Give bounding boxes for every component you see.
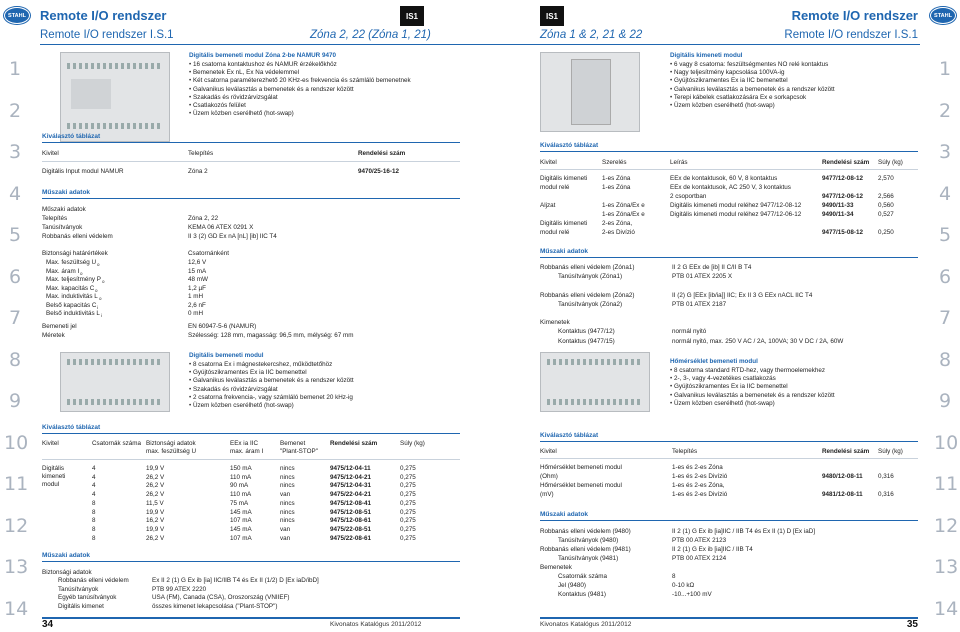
side-number: 4	[8, 182, 22, 205]
side-number: 11	[4, 473, 29, 495]
rsel1-gline	[540, 169, 918, 170]
rtech2-rule	[540, 520, 918, 521]
rtech1-label: Kontaktus (9477/15)	[558, 337, 615, 345]
sel2-cell: 26,2 V	[146, 473, 165, 481]
side-number: 12	[4, 514, 29, 537]
sel2-cell: 9475/12-08-41	[330, 499, 371, 507]
is1-logo-left: IS1	[400, 6, 424, 26]
sel2-header: Rendelési szám	[330, 440, 378, 447]
rsel1-cell: 2,566	[878, 193, 894, 200]
sel2-kivitel: Digitális	[42, 465, 65, 472]
tech-value: Zóna 2, 22	[188, 215, 219, 222]
sel2-cell: nincs	[280, 473, 295, 481]
sel1-h-kivitel: Kivitel	[42, 150, 59, 157]
limit-label: Max. feszültség U	[46, 259, 97, 266]
sel2-cell: 8	[92, 508, 96, 516]
rsel1-cell: Digitális kimeneti	[540, 175, 588, 182]
sel2-cell: nincs	[280, 465, 295, 472]
is1-logo-right: IS1	[540, 6, 564, 26]
bullet-item: • Szakadás és rövidzárvizsgálat	[189, 386, 354, 394]
sel2-cell: 8	[92, 534, 96, 542]
limit-label: Belső kapacitás C	[46, 301, 97, 309]
rtech1-label: Tanúsítványok (Zóna2)	[558, 300, 623, 308]
bullet-item: • Galvanikus leválasztás a bemenetek és a rendszer között	[189, 86, 411, 94]
rtech2-title: Műszaki adatok	[540, 511, 589, 518]
rtech2-label: Tanúsítványok (9480)	[558, 537, 619, 544]
rsel1-cell: 9477/12-08-12	[822, 175, 863, 182]
rsel2-cell: 9481/12-08-11	[822, 491, 863, 498]
sel2-cell: 110 mA	[230, 473, 252, 481]
rsel2-header: Súly (kg)	[878, 448, 903, 455]
rtech1-value: normál nyitó, max. 250 V AC / 2A, 100VA; 30 V DC / 2A, 60W	[672, 337, 844, 345]
sel2-cell: nincs	[280, 482, 295, 490]
sel2-cell: 8	[92, 499, 96, 507]
rtech2-value: 8	[672, 573, 676, 580]
side-number: 12	[934, 514, 959, 537]
limit-sub: o	[102, 279, 105, 284]
tech1-rule	[42, 198, 460, 199]
limit-sub: i	[101, 313, 102, 318]
limit-sub: o	[97, 262, 100, 267]
rtech2-value: PTB 00 ATEX 2124	[672, 555, 727, 562]
rsel1-cell: EEx de kontaktusok, AC 250 V, 3 kontaktus	[670, 184, 791, 191]
bullet-item: • Üzem közben cserélhető (hot-swap)	[189, 402, 354, 410]
digital-output-module-image	[60, 352, 170, 412]
tech2-title: Műszaki adatok	[42, 552, 91, 559]
tech2-value: Ex II 2 (1) G Ex ib [ia] IIC/IIB T4 és Ex II (1/2) D [Ex iaD/ibD]	[152, 577, 319, 585]
sel2-cell: 110 mA	[230, 491, 252, 499]
sel2-kivitel: modul	[42, 481, 60, 488]
bullet-item: • 2-, 3-, vagy 4-vezetékes csatlakozás	[670, 375, 835, 383]
sel2-cell: 0,275	[400, 534, 416, 542]
header-subtitle-right: Remote I/O rendszer I.S.1	[784, 29, 918, 41]
header-title-left: Remote I/O rendszer	[40, 8, 167, 23]
tech-label: Műszaki adatok	[42, 206, 86, 213]
rsel2-header: Kivitel	[540, 448, 557, 455]
sel2-cell: 19,9 V	[146, 525, 165, 533]
bullet-item: • Gyújtószikramentes Ex ia IIC bemenettel	[670, 77, 835, 85]
namur-title: Digitális bemeneti modul Zóna 2-be NAMUR 9470	[189, 52, 336, 59]
sel1-h-rendeles: Rendelési szám	[358, 150, 406, 157]
limit-value: 2,6 nF	[188, 301, 206, 309]
sel2-cell: 9475/12-08-51	[330, 508, 371, 516]
rsel2-cell: 0,316	[878, 491, 894, 498]
rsel2-cell: 9480/12-08-11	[822, 473, 863, 480]
bullet-item: • 16 csatorna kontaktushoz és NAMUR érzékelőkhöz	[189, 61, 411, 69]
sel2-cell: 9475/12-04-31	[330, 482, 371, 490]
rsel2-cell: 1-es és 2-es Zóna	[672, 464, 723, 471]
sel2-cell: 75 mA	[230, 499, 249, 507]
footer-rule-right	[540, 617, 918, 619]
rtech2-value: -10...+100 mV	[672, 591, 712, 598]
rsel2-cell: (mV)	[540, 491, 554, 498]
rtech1-label: Robbanás elleni védelem (Zóna1)	[540, 264, 635, 271]
relay-module-image	[540, 52, 640, 132]
sel2-header2: max. feszültség U	[146, 448, 197, 455]
side-number: 3	[8, 141, 22, 163]
rsel2-cell: (Ohm)	[540, 473, 558, 480]
dig-bullets	[189, 361, 354, 410]
sel2-cell: 107 mA	[230, 534, 252, 542]
bullet-item: • Üzem közben cserélhető (hot-swap)	[670, 102, 835, 110]
tech2-value: USA (FM), Canada (CSA), Oroszország (VNIIEF)	[152, 594, 290, 602]
side-number: 10	[934, 431, 959, 454]
rtech1-value: PTB 01 ATEX 2187	[672, 300, 727, 308]
out-bullets	[670, 61, 835, 110]
limit-value: 48 mW	[188, 276, 208, 283]
sel2-cell: 0,275	[400, 491, 416, 499]
bullet-item: • Szakadás és rövidzárvizsgálat	[189, 94, 411, 102]
tech-label: Robbanás elleni védelem	[42, 233, 113, 240]
side-number: 14	[4, 597, 29, 620]
rtech1-rule	[540, 257, 918, 258]
rtech1-value: PTB 01 ATEX 2205 X	[672, 273, 733, 281]
rtech1-label: Kimenetek	[540, 319, 570, 327]
rsel1-cell: 0,560	[878, 202, 894, 209]
stahl-logo: STAHL	[4, 7, 30, 24]
limit-label: Max. áram I	[46, 267, 80, 275]
signal-value: EN 60947-5-6 (NAMUR)	[188, 323, 257, 330]
sel2-cell: 9475/12-08-61	[330, 517, 371, 525]
tech2-label: Digitális kimenet	[58, 602, 104, 610]
side-number: 4	[938, 182, 952, 205]
bullet-item: • 8 csatorna standard RTD-hez, vagy thermoelemekhez	[670, 367, 835, 375]
sel2-cell: 0,275	[400, 508, 416, 516]
rtech1-value: normál nyitó	[672, 328, 707, 336]
sel2-cell: 145 mA	[230, 508, 252, 516]
rsel1-cell: modul relé	[540, 229, 570, 236]
sel2-cell: van	[280, 491, 291, 499]
sel2-header: Súly (kg)	[400, 440, 425, 447]
tech2-label: Tanúsítványok	[58, 585, 99, 593]
tech2-label: Biztonsági adatok	[42, 569, 92, 576]
bullet-item: • 2 csatorna frekvencia-, vagy számláló bemenet 20 kHz-ig	[189, 394, 354, 402]
side-number: 3	[938, 141, 952, 163]
tech2-rule	[42, 561, 460, 562]
rsel1-cell: 1-es Zóna/Ex e	[602, 202, 645, 209]
side-number: 14	[934, 597, 959, 620]
limit-label: Belső induktivitás L	[46, 310, 100, 317]
rtech2-value: 0-10 kΩ	[672, 582, 695, 589]
rtech2-label: Jel (9480)	[558, 582, 587, 589]
limit-label: Max. kapacitás C	[46, 284, 95, 292]
sel2-cell: 4	[92, 482, 96, 490]
tech2-label: Robbanás elleni védelem	[58, 577, 129, 585]
side-number: 2	[938, 99, 952, 122]
sel2-cell: nincs	[280, 517, 295, 525]
tech-value: II 3 (2) GD Ex nA [nL] [ib] IIC T4	[188, 233, 277, 240]
side-number: 1	[8, 58, 22, 80]
side-number: 7	[938, 307, 952, 329]
rsel1-cell: Digitális kimeneti modul reléhez 9477/12-08-12	[670, 202, 802, 209]
rsel1-cell: 0,250	[878, 229, 894, 236]
temp-title: Hőmérséklet bemeneti modul	[670, 358, 758, 365]
side-number: 5	[938, 224, 952, 246]
rsel1-header: Szerelés	[602, 159, 627, 166]
rtech1-value: II 2 G EEx de [ib] II C/II B T4	[672, 264, 752, 271]
limit-label: Max. induktivitás L	[46, 293, 98, 300]
limits-title-val: Csatornánként	[188, 250, 229, 257]
rtech2-label: Tanúsítványok (9481)	[558, 555, 619, 562]
sel2-cell: 4	[92, 473, 96, 481]
side-number: 13	[934, 556, 959, 578]
dims-value: Szélesség: 128 mm, magasság: 96,5 mm, mélység: 67 mm	[188, 332, 354, 339]
namur-bullets	[189, 61, 411, 118]
sel2-cell: 9475/22-08-51	[330, 525, 371, 533]
rtech1-value: II (2) G [EEx [ib/ia]] IIC; Ex II 3 G EEx nACL IIC T4	[672, 291, 813, 299]
side-number: 11	[934, 473, 959, 495]
rtech1-label: Tanúsítványok (Zóna1)	[558, 273, 623, 281]
rsel1-cell: 1-es Zóna/Ex e	[602, 211, 645, 218]
rsel2-cell: 1-es és 2-es Zóna,	[672, 482, 725, 489]
sel2-header: Bemenet	[280, 440, 306, 447]
page-number-left: 34	[42, 619, 54, 630]
dims-label: Méretek	[42, 332, 65, 339]
rsel2-cell: 1-es és 2-es Divízió	[672, 491, 728, 498]
rsel1-cell: 1-es Zóna	[602, 184, 631, 191]
rsel1-rule	[540, 151, 918, 152]
rsel2-cell: 0,316	[878, 473, 894, 480]
bullet-item: • 6 vagy 8 csatorna: feszültségmentes NO relé kontaktus	[670, 61, 835, 69]
limit-value: 1,2 µF	[188, 284, 206, 292]
header-rule	[40, 44, 920, 45]
header-zone-right: Zóna 1 & 2, 21 & 22	[540, 29, 643, 41]
rsel1-cell: 9490/11-34	[822, 211, 854, 218]
rsel1-cell: 9477/12-06-12	[822, 193, 863, 200]
bullet-item: • Két csatorna paraméterezhető 20 KHz-es frekvencia és számláló bemenetnek	[189, 77, 411, 85]
side-number: 8	[8, 348, 22, 371]
sel2-header: EEx ia IIC	[230, 440, 258, 447]
sel2-cell: 9475/22-08-61	[330, 534, 371, 542]
rtech1-label: Kontaktus (9477/12)	[558, 328, 615, 336]
sel2-cell: van	[280, 525, 291, 533]
limit-value: 1 mH	[188, 293, 204, 300]
rsel1-cell: 2-es Zóna,	[602, 220, 633, 227]
sel1-title: Kiválasztó táblázat	[42, 133, 101, 140]
sel2-cell: 0,275	[400, 482, 416, 490]
temp-module-image	[540, 352, 650, 412]
tech2-value: összes kimenet lekapcsolása ("Plant-STOP")	[152, 602, 278, 610]
footer-left: Kivonatos Katalógus 2011/2012	[330, 621, 422, 628]
sel2-cell: 145 mA	[230, 525, 252, 533]
sel2-cell: 11,5 V	[146, 499, 164, 507]
limit-sub: i	[97, 304, 98, 310]
sel2-cell: 26,2 V	[146, 482, 165, 490]
rsel2-cell: Hőmérséklet bemeneti modul	[540, 464, 622, 471]
side-number: 2	[8, 99, 22, 122]
rsel2-rule	[540, 441, 918, 442]
rsel2-cell: 1-es és 2-es Divízió	[672, 473, 728, 480]
bullet-item: • Nagy teljesítmény kapcsolása 100VA-ig	[670, 69, 835, 77]
sel2-cell: 8	[92, 517, 96, 525]
header-zone-left: Zóna 2, 22 (Zóna 1, 21)	[310, 29, 431, 41]
limit-label: Max. teljesítmény P	[46, 276, 101, 283]
tech-value: KEMA 06 ATEX 0291 X	[188, 224, 254, 231]
limits-title: Biztonsági határértékek	[42, 250, 108, 257]
bullet-item: • Gyújtószikramentes Ex ia IIC bemenettel	[670, 383, 835, 391]
tech-label: Telepítés	[42, 215, 68, 222]
sel2-cell: 16,2 V	[146, 517, 165, 525]
rtech1-title: Műszaki adatok	[540, 248, 589, 255]
sel2-kivitel: kimeneti	[42, 473, 66, 480]
side-number: 9	[8, 390, 22, 412]
rsel1-cell: 1-es Zóna	[602, 175, 631, 182]
rsel2-title: Kiválasztó táblázat	[540, 432, 599, 439]
sel2-cell: 4	[92, 465, 96, 472]
sel1-rule	[42, 142, 460, 143]
header-subtitle-left: Remote I/O rendszer I.S.1	[40, 29, 174, 41]
rsel1-cell: Digitális kimeneti	[540, 220, 588, 227]
sel2-cell: 9475/12-04-11	[330, 465, 371, 472]
rsel1-cell: 0,527	[878, 211, 894, 218]
tech1-title: Műszaki adatok	[42, 189, 91, 196]
sel2-cell: 0,275	[400, 499, 416, 507]
sel2-cell: 9475/22-04-21	[330, 491, 371, 499]
side-number: 1	[938, 58, 952, 80]
sel1-r-telepites: Zóna 2	[188, 168, 208, 175]
bullet-item: • Csatlakozós felület	[189, 102, 411, 110]
header-title-right: Remote I/O rendszer	[791, 8, 918, 23]
sel2-cell: 90 mA	[230, 482, 249, 490]
sel2-cell: 0,275	[400, 465, 416, 472]
rsel1-cell: Digitális kimeneti modul reléhez 9477/12-06-12	[670, 211, 802, 218]
bullet-item: • Üzem közben cserélhető (hot-swap)	[189, 110, 411, 118]
sel2-cell: 9475/12-04-21	[330, 473, 371, 481]
limit-sub: o	[80, 270, 83, 276]
signal-label: Bemeneti jel	[42, 323, 77, 330]
page-number-right: 35	[906, 619, 918, 630]
sel1-gline	[42, 161, 460, 162]
rsel2-gline	[540, 458, 918, 459]
sel2-header2: max. áram I	[230, 448, 264, 455]
side-number: 5	[8, 224, 22, 246]
bullet-item: • Galvanikus leválasztás a bemenetek és a rendszer között	[189, 377, 354, 385]
rsel1-cell: EEx de kontaktusok, 60 V, 8 kontaktus	[670, 175, 778, 182]
rsel1-header: Súly (kg)	[878, 159, 903, 166]
rsel1-cell: 9490/11-33	[822, 202, 854, 209]
footer-right: Kivonatos Katalógus 2011/2012	[540, 621, 632, 628]
rtech2-label: Csatornák száma	[558, 573, 607, 580]
sel2-cell: van	[280, 534, 291, 542]
sel2-cell: 26,2 V	[146, 534, 165, 542]
sel2-title: Kiválasztó táblázat	[42, 424, 101, 431]
rsel2-cell: Hőmérséklet bemeneti modul	[540, 482, 622, 489]
side-number: 6	[8, 265, 22, 288]
bullet-item: • Gyújtószikramentes Ex ia IIC bemenettel	[189, 369, 354, 377]
side-number: 7	[8, 307, 22, 329]
rsel1-header: Leírás	[670, 159, 688, 166]
temp-bullets	[670, 367, 835, 408]
limit-value: 0 mH	[188, 310, 204, 317]
side-number: 9	[938, 390, 952, 412]
sel2-cell: 4	[92, 491, 96, 499]
bullet-item: • Galvanikus leválasztás a bemenetek és a rendszer között	[670, 392, 835, 400]
rsel2-header: Telepítés	[672, 448, 698, 455]
sel2-cell: 26,2 V	[146, 491, 165, 499]
side-number: 10	[4, 431, 29, 454]
side-number: 6	[938, 265, 952, 288]
rsel1-title: Kiválasztó táblázat	[540, 142, 599, 149]
sel2-cell: nincs	[280, 508, 295, 516]
namur-module-image	[60, 52, 170, 142]
tech-label: Tanúsítványok	[42, 224, 83, 231]
rsel1-cell: modul relé	[540, 184, 570, 191]
side-number: 8	[938, 348, 952, 371]
rsel1-cell: 2 csoportban	[670, 193, 707, 200]
rsel1-cell: 2-es Divízió	[602, 229, 635, 236]
rsel1-cell: 2,570	[878, 175, 894, 182]
limit-sub: o	[99, 296, 102, 301]
bullet-item: • Bemenetek Ex nL, Ex Na védelemmel	[189, 69, 411, 77]
sel2-header: Csatornák száma	[92, 440, 141, 447]
sel1-h-telepites: Telepítés	[188, 150, 214, 157]
sel1-r-rendeles: 9470/25-16-12	[358, 168, 399, 175]
rsel2-header: Rendelési szám	[822, 448, 870, 455]
rsel1-cell: Aljzat	[540, 202, 556, 209]
rtech2-label: Robbanás elleni védelem (9480)	[540, 528, 631, 535]
sel2-cell: 19,9 V	[146, 465, 165, 472]
rtech2-value: II 2 (1) G Ex ib [ia]IIC / IIB T4 és Ex II (1) D [Ex iaD]	[672, 528, 816, 535]
rtech1-label: Robbanás elleni védelem (Zóna2)	[540, 291, 635, 299]
sel2-header: Kivitel	[42, 440, 59, 447]
limit-value: 15 mA	[188, 267, 207, 275]
rsel1-header: Kivitel	[540, 159, 557, 166]
sel2-cell: 150 mA	[230, 465, 252, 472]
bullet-item: • Galvanikus leválasztás a bemenetek és a rendszer között	[670, 86, 835, 94]
bullet-item: • Üzem közben cserélhető (hot-swap)	[670, 400, 835, 408]
sel2-cell: nincs	[280, 499, 295, 507]
sel2-cell: 8	[92, 525, 96, 533]
bullet-item: • Terepi kábelek csatlakozására Ex e sorkapcsok	[670, 94, 835, 102]
footer-rule-left	[42, 617, 460, 619]
sel2-cell: 0,275	[400, 473, 416, 481]
rsel1-cell: 9477/15-08-12	[822, 229, 863, 236]
rtech2-label: Bemenetek	[540, 564, 572, 571]
stahl-logo-right: STAHL	[930, 7, 956, 24]
sel2-cell: 0,275	[400, 525, 416, 533]
dig-title: Digitális bemeneti modul	[189, 352, 264, 359]
tech2-label: Egyéb tanúsítványok	[58, 594, 117, 602]
rtech2-value: II 2 (1) G Ex ib [ia]IIC / IIB T4	[672, 546, 753, 553]
limit-value: 12,6 V	[188, 259, 207, 266]
tech2-value: PTB 99 ATEX 2220	[152, 585, 207, 593]
sel2-cell: 19,9 V	[146, 508, 165, 516]
sel2-gline	[42, 459, 460, 460]
bullet-item: • 8 csatorna Ex i mágnestekercshez, működtetőhöz	[189, 361, 354, 369]
sel2-cell: 107 mA	[230, 517, 252, 525]
sel1-r-kivitel: Digitális Input modul NAMUR	[42, 168, 124, 175]
rtech2-label: Kontaktus (9481)	[558, 591, 606, 598]
rsel1-header: Rendelési szám	[822, 159, 870, 166]
limit-sub: o	[95, 287, 98, 293]
rtech2-value: PTB 00 ATEX 2123	[672, 537, 727, 544]
rtech2-label: Robbanás elleni védelem (9481)	[540, 546, 631, 553]
sel2-header: Biztonsági adatok	[146, 440, 196, 447]
sel2-header2: "Plant-STOP"	[280, 448, 318, 455]
out-title: Digitális kimeneti modul	[670, 52, 743, 59]
sel2-rule	[42, 433, 460, 434]
sel2-cell: 0,275	[400, 517, 416, 525]
side-number: 13	[4, 556, 29, 578]
